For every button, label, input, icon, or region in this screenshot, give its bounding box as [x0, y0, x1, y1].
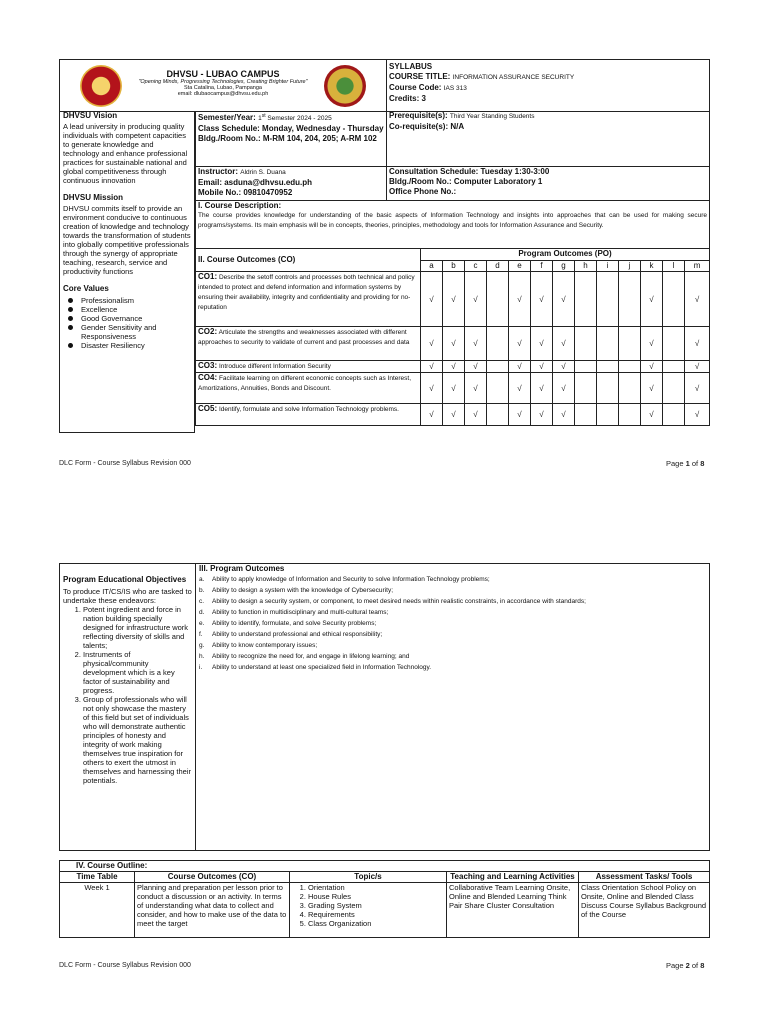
course-outline-title: IV. Course Outline:	[60, 861, 710, 872]
outline-header-time: Time Table	[60, 872, 135, 883]
vision-title: DHVSU Vision	[63, 111, 118, 120]
check-mark: √	[553, 327, 575, 361]
empty-cell	[663, 327, 685, 361]
list-item	[199, 574, 706, 585]
check-mark: √	[641, 404, 663, 426]
room-number: Bldg./Room No.: M-RM 104, 204, 205; A-RM 102	[198, 134, 377, 144]
outcome-text: Ability to understand at least one specialized field in Information Technology.	[212, 664, 432, 671]
check-mark: √	[443, 327, 465, 361]
po-letter-e: e	[509, 261, 531, 272]
check-mark: √	[509, 373, 531, 404]
co-description	[196, 361, 421, 373]
schedule-cell	[196, 111, 387, 166]
class-schedule: Class Schedule: Monday, Wednesday - Thursday	[198, 124, 384, 134]
outline-assessment: Class Orientation School Policy on Onsite, Online and Blended Class Discuss Course Syllabus Background of the Course	[579, 883, 710, 938]
page-number	[666, 459, 704, 468]
check-mark: √	[531, 373, 553, 404]
po-letter-b: b	[443, 261, 465, 272]
check-mark: √	[531, 272, 553, 327]
list-item: Disaster Resiliency	[65, 341, 191, 350]
check-mark: √	[685, 361, 710, 373]
po-letter-l: l	[663, 261, 685, 272]
list-item: 4. Requirements	[308, 910, 444, 919]
co-description	[196, 373, 421, 404]
outcome-letter: d.	[199, 609, 205, 616]
objectives-table	[59, 563, 710, 851]
campus-name: DHVSU - LUBAO CAMPUS	[166, 69, 280, 79]
course-code: IAS 313	[443, 85, 467, 92]
table-row	[196, 361, 710, 373]
check-mark: √	[421, 373, 443, 404]
syllabus-label: SYLLABUS	[389, 62, 433, 71]
outcome-text: Ability to design a security system, or component, to meet desired needs within realistic constraints, in accordance with standards;	[212, 598, 586, 605]
list-item: 2. House Rules	[308, 892, 444, 901]
check-mark: √	[443, 272, 465, 327]
po-letter-d: d	[487, 261, 509, 272]
course-title-label: COURSE TITLE:	[389, 72, 451, 81]
course-outcomes-table	[195, 248, 710, 426]
peo-cell	[60, 564, 196, 851]
co-text: Describe the setoff controls and processes both technical and policy intended to protect and defend information and information systems by ensuring their availability, integrity and confidentiality and providing for no-reputation	[198, 274, 415, 311]
empty-cell	[619, 361, 641, 373]
empty-cell	[487, 361, 509, 373]
program-outcomes-title: III. Program Outcomes	[199, 564, 285, 573]
page-of: of	[689, 961, 701, 970]
check-mark: √	[685, 327, 710, 361]
page-current: 1	[685, 459, 690, 468]
semester-number: 1	[258, 115, 262, 123]
outcome-text: Ability to apply knowledge of Information and Security to solve Information Technology problems;	[212, 576, 490, 583]
empty-cell	[575, 404, 597, 426]
check-mark: √	[641, 327, 663, 361]
outline-topics	[290, 883, 447, 938]
check-mark: √	[421, 361, 443, 373]
empty-cell	[575, 361, 597, 373]
empty-cell	[575, 373, 597, 404]
empty-cell	[597, 327, 619, 361]
po-letter-i: i	[597, 261, 619, 272]
check-mark: √	[509, 327, 531, 361]
outcome-letter: h.	[199, 653, 205, 660]
check-mark: √	[421, 327, 443, 361]
list-item	[199, 629, 706, 640]
empty-cell	[487, 373, 509, 404]
check-mark: √	[531, 404, 553, 426]
check-mark: √	[443, 361, 465, 373]
empty-cell	[663, 272, 685, 327]
program-outcomes-cell	[196, 564, 710, 851]
outcome-letter: e.	[199, 620, 205, 627]
po-header: Program Outcomes (PO)	[421, 249, 710, 261]
page-current: 2	[685, 961, 690, 970]
table-row	[196, 404, 710, 426]
check-mark: √	[465, 327, 487, 361]
empty-cell	[597, 373, 619, 404]
check-mark: √	[509, 272, 531, 327]
co-text: Identify, formulate and solve Information Technology problems.	[218, 406, 399, 413]
check-mark: √	[641, 272, 663, 327]
co-code: CO3:	[198, 361, 218, 370]
check-mark: √	[509, 361, 531, 373]
core-values-title: Core Values	[63, 284, 109, 293]
outline-header-assessment: Assessment Tasks/ Tools	[579, 872, 710, 883]
list-item: 3. Grading System	[308, 901, 444, 910]
list-item	[199, 596, 706, 607]
peo-intro: To produce IT/CS/IS who are tasked to undertake these endeavors:	[63, 587, 192, 605]
empty-cell	[597, 361, 619, 373]
course-description-text: The course provides knowledge for understanding of the basic aspects of Information Technology and insights into approaches that can be used for making secure programs/systems. Its main emphasis will be in concepts, theories, principles, methodology and tools for Information Assurance and Security.	[198, 211, 707, 229]
outcome-letter: i.	[199, 664, 203, 671]
campus-email: email: dlubaocampus@dhvsu.edu.ph	[177, 91, 269, 97]
list-item: Professionalism	[65, 296, 191, 305]
check-mark: √	[641, 361, 663, 373]
office-phone: Office Phone No.:	[389, 186, 457, 196]
check-mark: √	[509, 404, 531, 426]
page-total: 8	[700, 459, 705, 468]
outcome-text: Ability to design a system with the knowledge of Cybersecurity;	[212, 587, 394, 594]
page-total: 8	[700, 961, 705, 970]
outline-week: Week 1	[60, 883, 135, 938]
corequisite: Co-requisite(s): N/A	[389, 122, 465, 131]
campus-seal-icon	[324, 65, 366, 107]
co-header: II. Course Outcomes (CO)	[196, 249, 421, 272]
campus-header	[60, 60, 387, 112]
topics-list	[292, 883, 444, 928]
outline-activities: Collaborative Team Learning Onsite, Online and Blended Learning Think Pair Share Cluster Consultation	[447, 883, 579, 938]
campus-motto: "Opening Minds, Progressing Technologies, Creating Brighter Future"	[138, 79, 308, 85]
empty-cell	[575, 272, 597, 327]
outline-co-text: Planning and preparation per lesson prior to conduct a discussion or an activity. In terms of understanding what data to collect and consider, and how to make use of the data to meet the target	[135, 883, 290, 938]
po-letter-j: j	[619, 261, 641, 272]
check-mark: √	[465, 272, 487, 327]
empty-cell	[487, 272, 509, 327]
outline-header-co: Course Outcomes (CO)	[135, 872, 290, 883]
list-item	[199, 618, 706, 629]
empty-cell	[487, 327, 509, 361]
list-item	[199, 607, 706, 618]
empty-cell	[575, 327, 597, 361]
po-letter-m: m	[685, 261, 710, 272]
prerequisite-label: Prerequisite(s):	[389, 111, 448, 120]
table-row	[196, 373, 710, 404]
check-mark: √	[553, 272, 575, 327]
list-item	[199, 662, 706, 673]
list-item	[199, 651, 706, 662]
empty-cell	[619, 373, 641, 404]
po-letter-f: f	[531, 261, 553, 272]
university-seal-icon	[80, 65, 122, 107]
outline-header-topics: Topic/s	[290, 872, 447, 883]
po-letter-g: g	[553, 261, 575, 272]
outcome-letter: c.	[199, 598, 205, 605]
empty-cell	[663, 373, 685, 404]
consultation-schedule: Consultation Schedule: Tuesday 1:30-3:00	[389, 166, 550, 176]
prerequisite-value: Third Year Standing Students	[449, 113, 535, 120]
instructor-cell	[196, 166, 387, 200]
outcome-letter: g.	[199, 642, 205, 649]
course-title: INFORMATION ASSURANCE SECURITY	[452, 74, 575, 81]
course-description-cell	[196, 200, 710, 248]
list-item: 3. Group of professionals who will not only showcase the mastery of this field but set of individuals who will demonstrate authentic principles of honesty and integrity of work making themselves true inspiration for others to exert the utmost in themselves and harnessing their potentials.	[83, 695, 192, 785]
semester-value: Semester 2024 - 2025	[267, 115, 332, 123]
list-item: 1. Potent ingredient and force in nation building specially designed for infrastructure work reflecting diversity of skills and talents;	[83, 605, 192, 650]
semester-suffix: st	[261, 113, 266, 119]
instructor-email: Email: asduna@dhvsu.edu.ph	[198, 177, 313, 187]
list-item: 1. Orientation	[308, 883, 444, 892]
co-code: CO4:	[198, 373, 218, 382]
peo-title: Program Educational Objectives	[63, 575, 187, 584]
outcome-letter: b.	[199, 587, 205, 594]
outcome-text: Ability to know contemporary issues;	[212, 642, 318, 649]
check-mark: √	[465, 361, 487, 373]
page-footer-form: DLC Form - Course Syllabus Revision 000	[59, 962, 191, 969]
check-mark: √	[465, 373, 487, 404]
check-mark: √	[443, 373, 465, 404]
check-mark: √	[553, 404, 575, 426]
page-of: of	[689, 459, 701, 468]
list-item: Gender Sensitivity and Responsiveness	[65, 323, 191, 341]
left-column	[59, 111, 195, 433]
po-letter-h: h	[575, 261, 597, 272]
outcome-text: Ability to understand professional and ethical responsibility;	[212, 631, 383, 638]
consultation-room: Bldg./Room No.: Computer Laboratory 1	[389, 176, 543, 186]
header-table	[59, 59, 710, 112]
empty-cell	[487, 404, 509, 426]
empty-cell	[619, 272, 641, 327]
instructor-label: Instructor:	[198, 166, 238, 176]
outcome-text: Ability to recognize the need for, and engage in lifelong learning; and	[212, 653, 410, 660]
course-code-label: Course Code:	[389, 83, 442, 92]
outline-header-activities: Teaching and Learning Activities	[447, 872, 579, 883]
vision-text: A lead university in producing quality individuals with competent capacities to generate knowledge and technology and enhance professional practices for sustainable national and global competitiveness through continuous innovation	[63, 122, 188, 185]
co-code: CO5:	[198, 404, 218, 413]
check-mark: √	[641, 373, 663, 404]
course-outline-table	[59, 860, 710, 938]
po-letter-c: c	[465, 261, 487, 272]
list-item: 5. Class Organization	[308, 919, 444, 928]
mission-title: DHVSU Mission	[63, 193, 124, 202]
empty-cell	[597, 404, 619, 426]
campus-address: Sta Catalina, Lubao, Pampanga	[184, 85, 262, 91]
empty-cell	[663, 404, 685, 426]
page-prefix: Page	[666, 961, 686, 970]
co-text: Articulate the strengths and weaknesses associated with different approaches to security to validate of current and past processes and data	[198, 329, 410, 346]
outcome-letter: f.	[199, 631, 203, 638]
co-description	[196, 404, 421, 426]
consultation-cell	[387, 166, 710, 200]
co-text: Introduce different Information Security	[218, 363, 331, 370]
credits: Credits: 3	[389, 94, 426, 103]
peo-list	[63, 605, 192, 785]
co-description	[196, 327, 421, 361]
list-item: Good Governance	[65, 314, 191, 323]
table-row	[196, 327, 710, 361]
syllabus-page-2	[0, 512, 768, 1024]
page-prefix: Page	[666, 459, 686, 468]
page-footer-form: DLC Form - Course Syllabus Revision 000	[59, 460, 191, 467]
co-code: CO2:	[198, 327, 218, 336]
check-mark: √	[685, 272, 710, 327]
co-code: CO1:	[198, 272, 218, 281]
table-row	[196, 272, 710, 327]
check-mark: √	[685, 373, 710, 404]
po-letter-a: a	[421, 261, 443, 272]
core-values-list	[65, 296, 191, 350]
empty-cell	[619, 327, 641, 361]
course-description-title: I. Course Description:	[198, 200, 282, 210]
outcome-text: Ability to function in multidisciplinary and multi-cultural teams;	[212, 609, 389, 616]
list-item	[199, 640, 706, 651]
mission-text: DHVSU commits itself to provide an environment conducive to continuous creation of knowledge and technology towards the transformation of students into globally competitive professionals through the synergy of appropriate teaching, research, service and productivity functions	[63, 204, 191, 276]
check-mark: √	[531, 361, 553, 373]
co-description	[196, 272, 421, 327]
check-mark: √	[685, 404, 710, 426]
outcome-text: Ability to identify, formulate, and solve Security problems;	[212, 620, 377, 627]
instructor-name: Aldrin S. Duana	[240, 168, 286, 176]
outcome-letter: a.	[199, 576, 205, 583]
list-item	[199, 585, 706, 596]
semester-label: Semester/Year:	[198, 113, 256, 123]
instructor-mobile: Mobile No.: 09810470952	[198, 187, 293, 197]
check-mark: √	[531, 327, 553, 361]
check-mark: √	[465, 404, 487, 426]
check-mark: √	[443, 404, 465, 426]
list-item: Excellence	[65, 305, 191, 314]
empty-cell	[597, 272, 619, 327]
po-letter-k: k	[641, 261, 663, 272]
program-outcomes-list	[199, 574, 706, 673]
syllabus-title-cell	[387, 60, 710, 112]
co-text: Facilitate learning on different economic concepts such as Interest, Amortizations, Annuities, Bonds and Discount.	[198, 375, 412, 392]
prerequisite-cell	[387, 111, 710, 166]
list-item: 2. Instruments of physical/community development which is a key factor of sustainability and progress.	[83, 650, 192, 695]
empty-cell	[619, 404, 641, 426]
empty-cell	[663, 361, 685, 373]
check-mark: √	[421, 404, 443, 426]
page-number	[666, 961, 704, 970]
check-mark: √	[553, 361, 575, 373]
course-info-table	[195, 111, 710, 249]
check-mark: √	[421, 272, 443, 327]
check-mark: √	[553, 373, 575, 404]
